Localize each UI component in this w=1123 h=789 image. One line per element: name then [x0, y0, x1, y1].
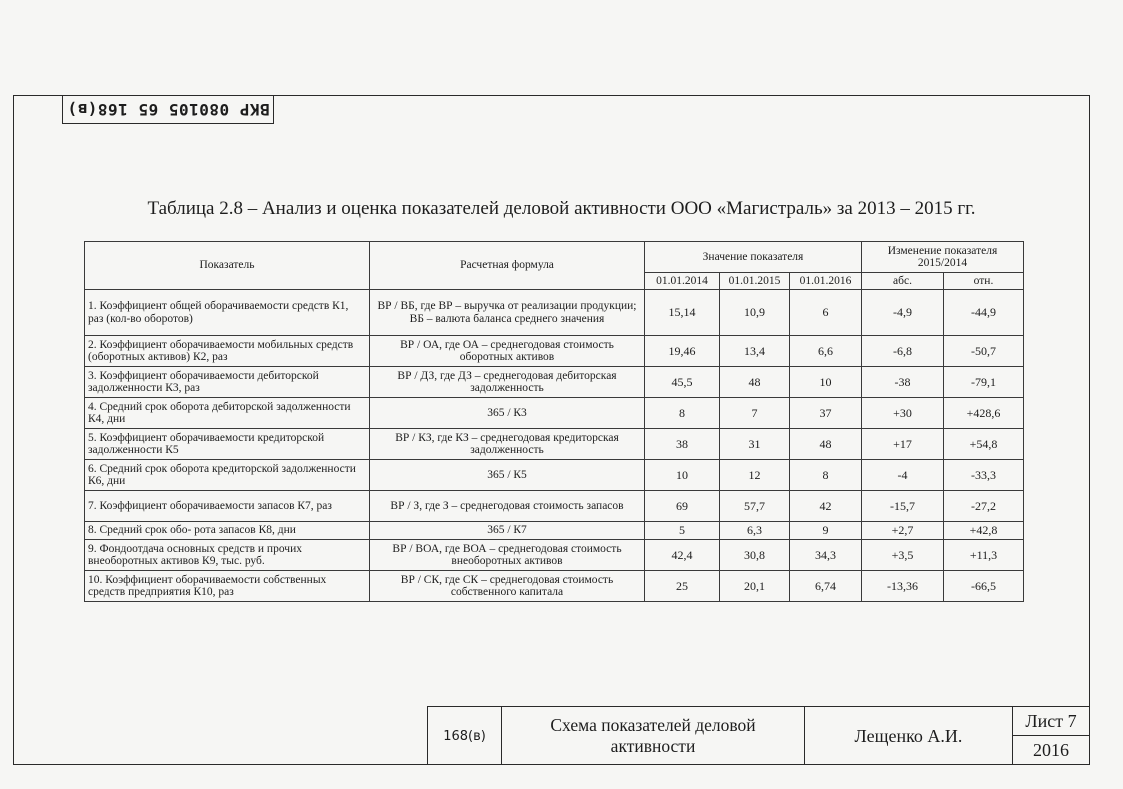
value-2014-cell: 19,46 [645, 336, 720, 367]
value-2016-cell: 6,74 [790, 571, 862, 602]
formula-cell: 365 / К7 [370, 522, 645, 540]
formula-cell: 365 / К3 [370, 398, 645, 429]
abs-change-cell: -15,7 [862, 491, 944, 522]
value-2016-cell: 8 [790, 460, 862, 491]
value-2015-cell: 48 [720, 367, 790, 398]
rel-change-cell: -27,2 [944, 491, 1024, 522]
indicator-cell: 1. Коэффициент общей оборачиваемости средств К1, раз (кол-во оборотов) [85, 290, 370, 336]
rel-change-cell: -79,1 [944, 367, 1024, 398]
indicator-cell: 4. Средний срок оборота дебиторской задолженности К4, дни [85, 398, 370, 429]
value-2014-cell: 10 [645, 460, 720, 491]
rel-change-cell: +42,8 [944, 522, 1024, 540]
title-block-title: Схема показателей деловой активности [502, 707, 805, 765]
formula-cell: ВР / ВБ, где ВР – выручка от реализации продукции; ВБ – валюта баланса среднего значения [370, 290, 645, 336]
rel-change-cell: -50,7 [944, 336, 1024, 367]
title-block-code: 168(в) [428, 707, 502, 765]
indicator-cell: 9. Фондоотдача основных средств и прочих внеоборотных активов К9, тыс. руб. [85, 540, 370, 571]
abs-change-cell: -4 [862, 460, 944, 491]
indicator-cell: 7. Коэффициент оборачиваемости запасов К7, раз [85, 491, 370, 522]
title-block [427, 706, 1090, 765]
table-row [85, 491, 1024, 522]
table-row [85, 290, 1024, 336]
value-2014-cell: 38 [645, 429, 720, 460]
table-row [85, 367, 1024, 398]
formula-cell: ВР / КЗ, где КЗ – среднегодовая кредиторская задолженность [370, 429, 645, 460]
title-block-author: Лещенко А.И. [805, 707, 1013, 765]
header-indicator: Показатель [85, 242, 370, 290]
rel-change-cell: -44,9 [944, 290, 1024, 336]
table-row [85, 522, 1024, 540]
rel-change-cell: +428,6 [944, 398, 1024, 429]
abs-change-cell: +30 [862, 398, 944, 429]
title-block-year: 2016 [1033, 740, 1069, 760]
indicator-cell: 2. Коэффициент оборачиваемости мобильных средств (оборотных активов) К2, раз [85, 336, 370, 367]
table-row [85, 540, 1024, 571]
value-2014-cell: 45,5 [645, 367, 720, 398]
abs-change-cell: -13,36 [862, 571, 944, 602]
indicator-cell: 8. Средний срок обо- рота запасов К8, дни [85, 522, 370, 540]
value-2015-cell: 31 [720, 429, 790, 460]
value-2016-cell: 6 [790, 290, 862, 336]
header-date-2015: 01.01.2015 [720, 273, 790, 290]
value-2015-cell: 12 [720, 460, 790, 491]
table-title: Таблица 2.8 – Анализ и оценка показателей деловой активности ООО «Магистраль» за 2013 – 2015 гг. [147, 198, 976, 219]
formula-cell: ВР / СК, где СК – среднегодовая стоимость собственного капитала [370, 571, 645, 602]
rel-change-cell: +54,8 [944, 429, 1024, 460]
indicator-cell: 10. Коэффициент оборачиваемости собственных средств предприятия К10, раз [85, 571, 370, 602]
formula-cell: ВР / ОА, где ОА – среднегодовая стоимость оборотных активов [370, 336, 645, 367]
rel-change-cell: +11,3 [944, 540, 1024, 571]
value-2016-cell: 34,3 [790, 540, 862, 571]
abs-change-cell: +2,7 [862, 522, 944, 540]
header-abs: абс. [862, 273, 944, 290]
abs-change-cell: -4,9 [862, 290, 944, 336]
value-2016-cell: 9 [790, 522, 862, 540]
value-2015-cell: 7 [720, 398, 790, 429]
value-2014-cell: 5 [645, 522, 720, 540]
value-2016-cell: 48 [790, 429, 862, 460]
header-date-2014: 01.01.2014 [645, 273, 720, 290]
value-2016-cell: 10 [790, 367, 862, 398]
title-block-sheet: Лист 7 [1013, 707, 1089, 736]
header-formula: Расчетная формула [370, 242, 645, 290]
abs-change-cell: +3,5 [862, 540, 944, 571]
table-row [85, 398, 1024, 429]
value-2014-cell: 69 [645, 491, 720, 522]
formula-cell: ВР / З, где З – среднегодовая стоимость запасов [370, 491, 645, 522]
table-row [85, 460, 1024, 491]
header-date-2016: 01.01.2016 [790, 273, 862, 290]
value-2015-cell: 30,8 [720, 540, 790, 571]
formula-cell: ВР / ВОА, где ВОА – среднегодовая стоимость внеоборотных активов [370, 540, 645, 571]
rel-change-cell: -33,3 [944, 460, 1024, 491]
indicators-table [84, 241, 1024, 602]
value-2016-cell: 37 [790, 398, 862, 429]
value-2015-cell: 13,4 [720, 336, 790, 367]
value-2015-cell: 57,7 [720, 491, 790, 522]
table-row [85, 336, 1024, 367]
header-value: Значение показателя [645, 242, 862, 273]
value-2014-cell: 8 [645, 398, 720, 429]
value-2014-cell: 42,4 [645, 540, 720, 571]
value-2016-cell: 6,6 [790, 336, 862, 367]
value-2014-cell: 25 [645, 571, 720, 602]
value-2014-cell: 15,14 [645, 290, 720, 336]
indicator-cell: 3. Коэффициент оборачиваемости дебиторской задолженности К3, раз [85, 367, 370, 398]
indicator-cell: 5. Коэффициент оборачиваемости кредиторской задолженности К5 [85, 429, 370, 460]
formula-cell: ВР / ДЗ, где ДЗ – среднегодовая дебиторская задолженность [370, 367, 645, 398]
header-change: Изменение показателя 2015/2014 [862, 242, 1024, 273]
value-2016-cell: 42 [790, 491, 862, 522]
abs-change-cell: -38 [862, 367, 944, 398]
abs-change-cell: +17 [862, 429, 944, 460]
value-2015-cell: 20,1 [720, 571, 790, 602]
rel-change-cell: -66,5 [944, 571, 1024, 602]
header-rel: отн. [944, 273, 1024, 290]
document-stamp [62, 96, 274, 124]
formula-cell: 365 / К5 [370, 460, 645, 491]
value-2015-cell: 6,3 [720, 522, 790, 540]
indicator-cell: 6. Средний срок оборота кредиторской задолженности К6, дни [85, 460, 370, 491]
abs-change-cell: -6,8 [862, 336, 944, 367]
value-2015-cell: 10,9 [720, 290, 790, 336]
table-row [85, 429, 1024, 460]
document-stamp-text: ВКР 080105 65 168(в) [66, 100, 270, 119]
table-row [85, 571, 1024, 602]
